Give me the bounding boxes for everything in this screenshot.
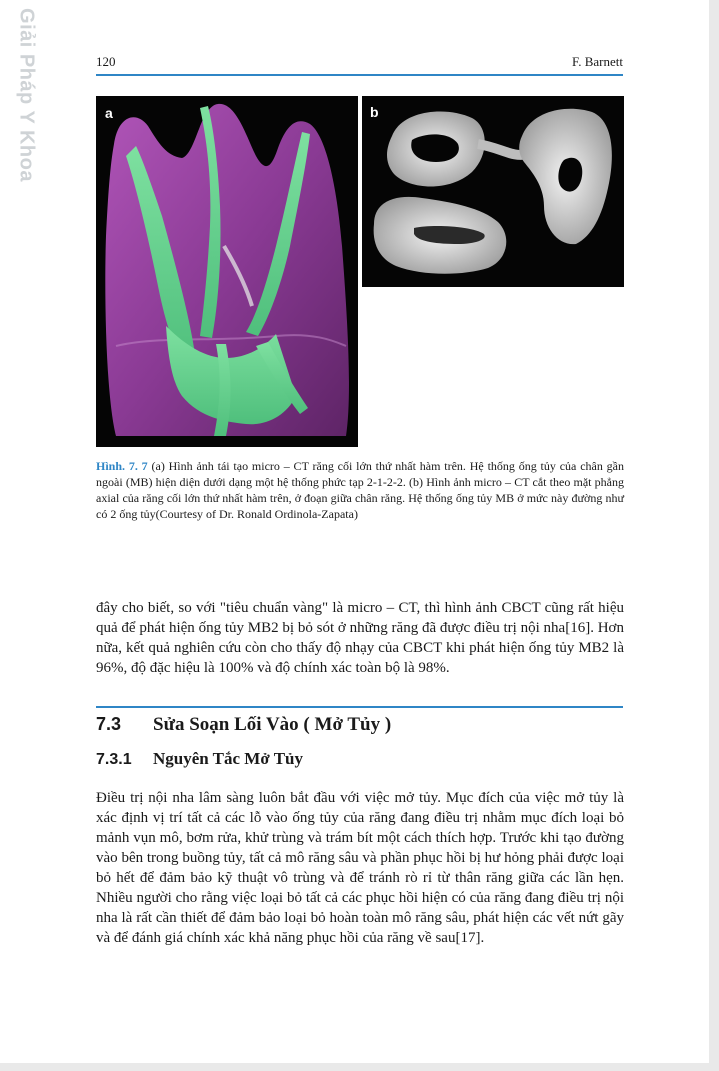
body-paragraph-1: đây cho biết, so với "tiêu chuẩn vàng" là micro – CT, thì hình ảnh CBCT cũng rất hiệu quả để phát hiện ống tủy MB2 bị bỏ sót ở những răng đã được điều trị nội nha[16]. Hơn nữa, kết quả nghiên cứu còn cho thấy độ nhạy của CBCT khi phát hiện ống tủy MB2 là 96%, độ đặc hiệu là 100% và độ chính xác toàn bộ là 98%.: [96, 600, 624, 676]
figure-caption-label: Hình. 7. 7: [96, 459, 148, 473]
figure-panel-b: [362, 96, 624, 287]
page-number: 120: [96, 54, 116, 69]
header-rule: [96, 74, 623, 76]
running-author: F. Barnett: [572, 54, 623, 69]
subsection-title: Nguyên Tắc Mở Tủy: [153, 749, 304, 768]
subsection-number: 7.3.1: [96, 751, 132, 768]
section-title: Sửa Soạn Lối Vào ( Mở Tủy ): [153, 714, 392, 735]
figure-caption: [96, 458, 624, 522]
watermark-text: Giải Pháp Y Khoa: [15, 8, 38, 182]
section-heading: [96, 710, 391, 738]
axial-slice-image: [362, 96, 624, 287]
body-paragraph-2: Điều trị nội nha lâm sàng luôn bắt đầu với việc mở tủy. Mục đích của việc mở tủy là xác định vị trí tất cả các lỗ vào ống tủy của răng đang điều trị nhằm mục đích loại bỏ mảnh vụn mô, bơm rửa, khử trùng và trám bít một cách thích hợp. Trước khi tạo đường vào bên trong buồng tủy, tất cả mô răng sâu và phần phục hồi bị hư hỏng phải được loại bỏ hết để đảm bảo kỹ thuật vô trùng và để tránh rò rỉ từ thân răng giữa các lần hẹn. Nhiều người cho rằng việc loại bỏ tất cả các phục hồi hiện có của răng đang điều trị nội nha là rất cần thiết để đảm bảo loại bỏ hoàn toàn mô răng sâu, phát hiện các vết nứt gãy và để đánh giá chính xác khả năng phục hồi của răng về sau[17].: [96, 790, 624, 946]
tooth-reconstruction-image: [96, 96, 358, 447]
figure-caption-text: (a) Hình ảnh tái tạo micro – CT răng cối lớn thứ nhất hàm trên. Hệ thống ống tủy của chân gần ngoài (MB) hiện diện dưới dạng một hệ thống phức tạp 2-1-2-2. (b) Hình ảnh micro – CT cắt theo mặt phẳng axial của răng cối lớn thứ nhất hàm trên, ở đoạn giữa chân răng. Hệ thống ống tủy MB ở mức này đường như có 2 ống tủy(Courtesy of Dr. Ronald Ordinola-Zapata): [96, 459, 624, 521]
section-rule: [96, 706, 623, 708]
panel-a-label: a: [105, 105, 113, 121]
section-number: 7.3: [96, 714, 122, 734]
subsection-heading: [96, 747, 303, 771]
figure-panel-a: [96, 96, 358, 447]
panel-b-label: b: [370, 104, 379, 120]
page-header: [96, 54, 623, 74]
side-watermark: [6, 10, 46, 180]
